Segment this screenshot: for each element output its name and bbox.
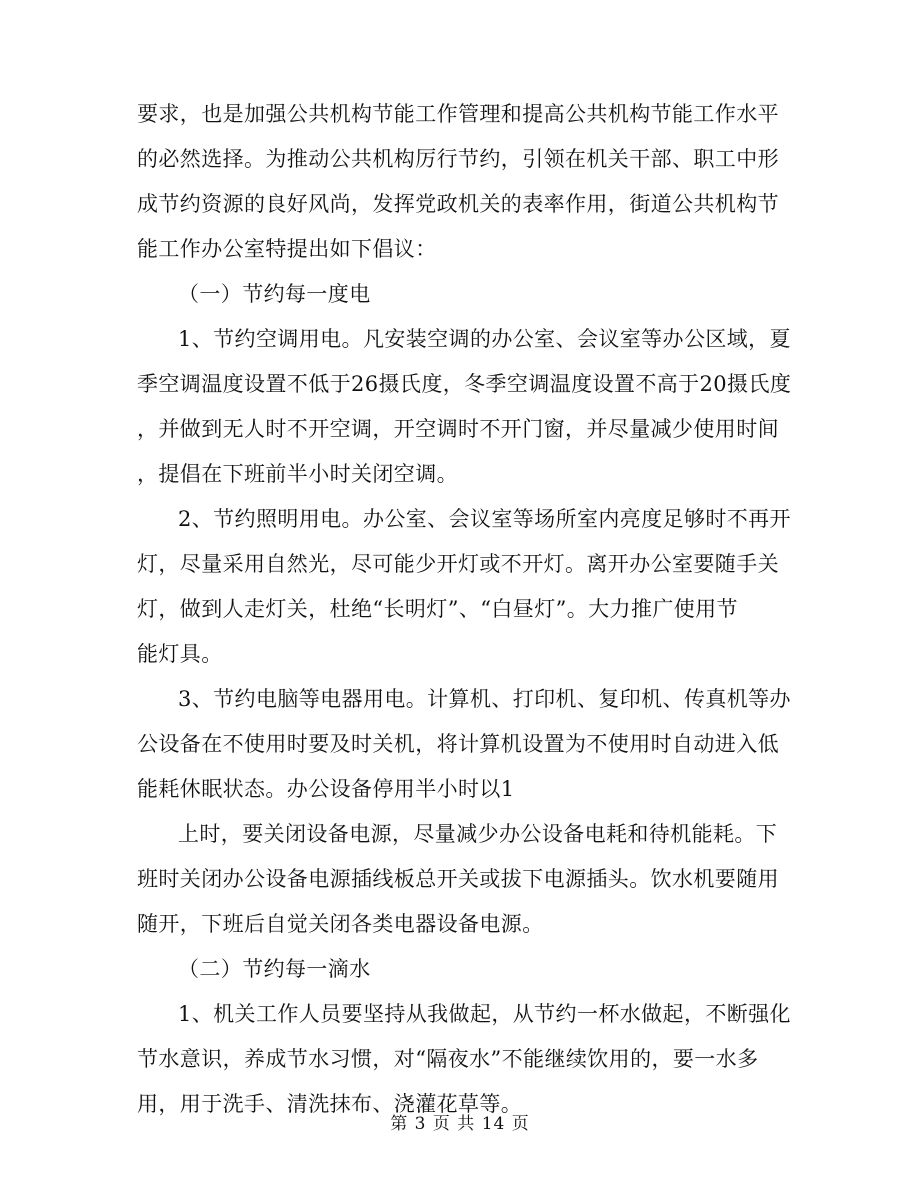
section-heading: （一）节约每一度电 <box>178 282 371 306</box>
text-line: 1、机关工作人员要坚持从我做起，从节约一杯水做起，不断强化 <box>178 1002 791 1026</box>
text-line: 能工作办公室特提出如下倡议： <box>137 237 437 261</box>
page-number-footer: 第 3 页 共 14 页 <box>390 1114 530 1134</box>
text-line: 公设备在不使用时要及时关机，将计算机设置为不使用时自动进入低 <box>137 732 779 756</box>
text-line: 灯，做到人走灯关，杜绝“长明灯”、“白昼灯”。大力推广使用节 <box>137 597 738 621</box>
text-line: 上时，要关闭设备电源，尽量减少办公设备电耗和待机能耗。下 <box>178 822 778 846</box>
text-line: 随开，下班后自觉关闭各类电器设备电源。 <box>137 912 544 936</box>
text-line: 3、节约电脑等电器用电。计算机、打印机、复印机、传真机等办 <box>178 687 791 711</box>
text-line: 要求，也是加强公共机构节能工作管理和提高公共机构节能工作水平 <box>137 102 779 126</box>
section-heading: （二）节约每一滴水 <box>178 957 371 981</box>
text-line: 灯，尽量采用自然光，尽可能少开灯或不开灯。离开办公室要随手关 <box>137 552 779 576</box>
text-line: ，并做到无人时不开空调，开空调时不开门窗，并尽量减少使用时间 <box>137 417 779 441</box>
text-line: 成节约资源的良好风尚，发挥党政机关的表率作用，街道公共机构节 <box>137 192 779 216</box>
text-line: 季空调温度设置不低于26摄氏度，冬季空调温度设置不高于20摄氏度 <box>137 372 792 396</box>
text-line: 班时关闭办公设备电源插线板总开关或拔下电源插头。饮水机要随用 <box>137 867 779 891</box>
text-line: 1、节约空调用电。凡安装空调的办公室、会议室等办公区域，夏 <box>178 327 791 351</box>
text-line: 能耗休眠状态。办公设备停用半小时以1 <box>137 777 515 801</box>
text-line: 的必然选择。为推动公共机构厉行节约，引领在机关干部、职工中形 <box>137 147 779 171</box>
text-line: 节水意识，养成节水习惯，对“隔夜水”不能继续饮用的，要一水多 <box>137 1047 759 1071</box>
text-line: 2、节约照明用电。办公室、会议室等场所室内亮度足够时不再开 <box>178 507 791 531</box>
text-line: 能灯具。 <box>137 642 223 666</box>
text-line: 用，用于洗手、清洗抹布、浇灌花草等。 <box>137 1092 523 1116</box>
text-line: ，提倡在下班前半小时关闭空调。 <box>137 462 458 486</box>
